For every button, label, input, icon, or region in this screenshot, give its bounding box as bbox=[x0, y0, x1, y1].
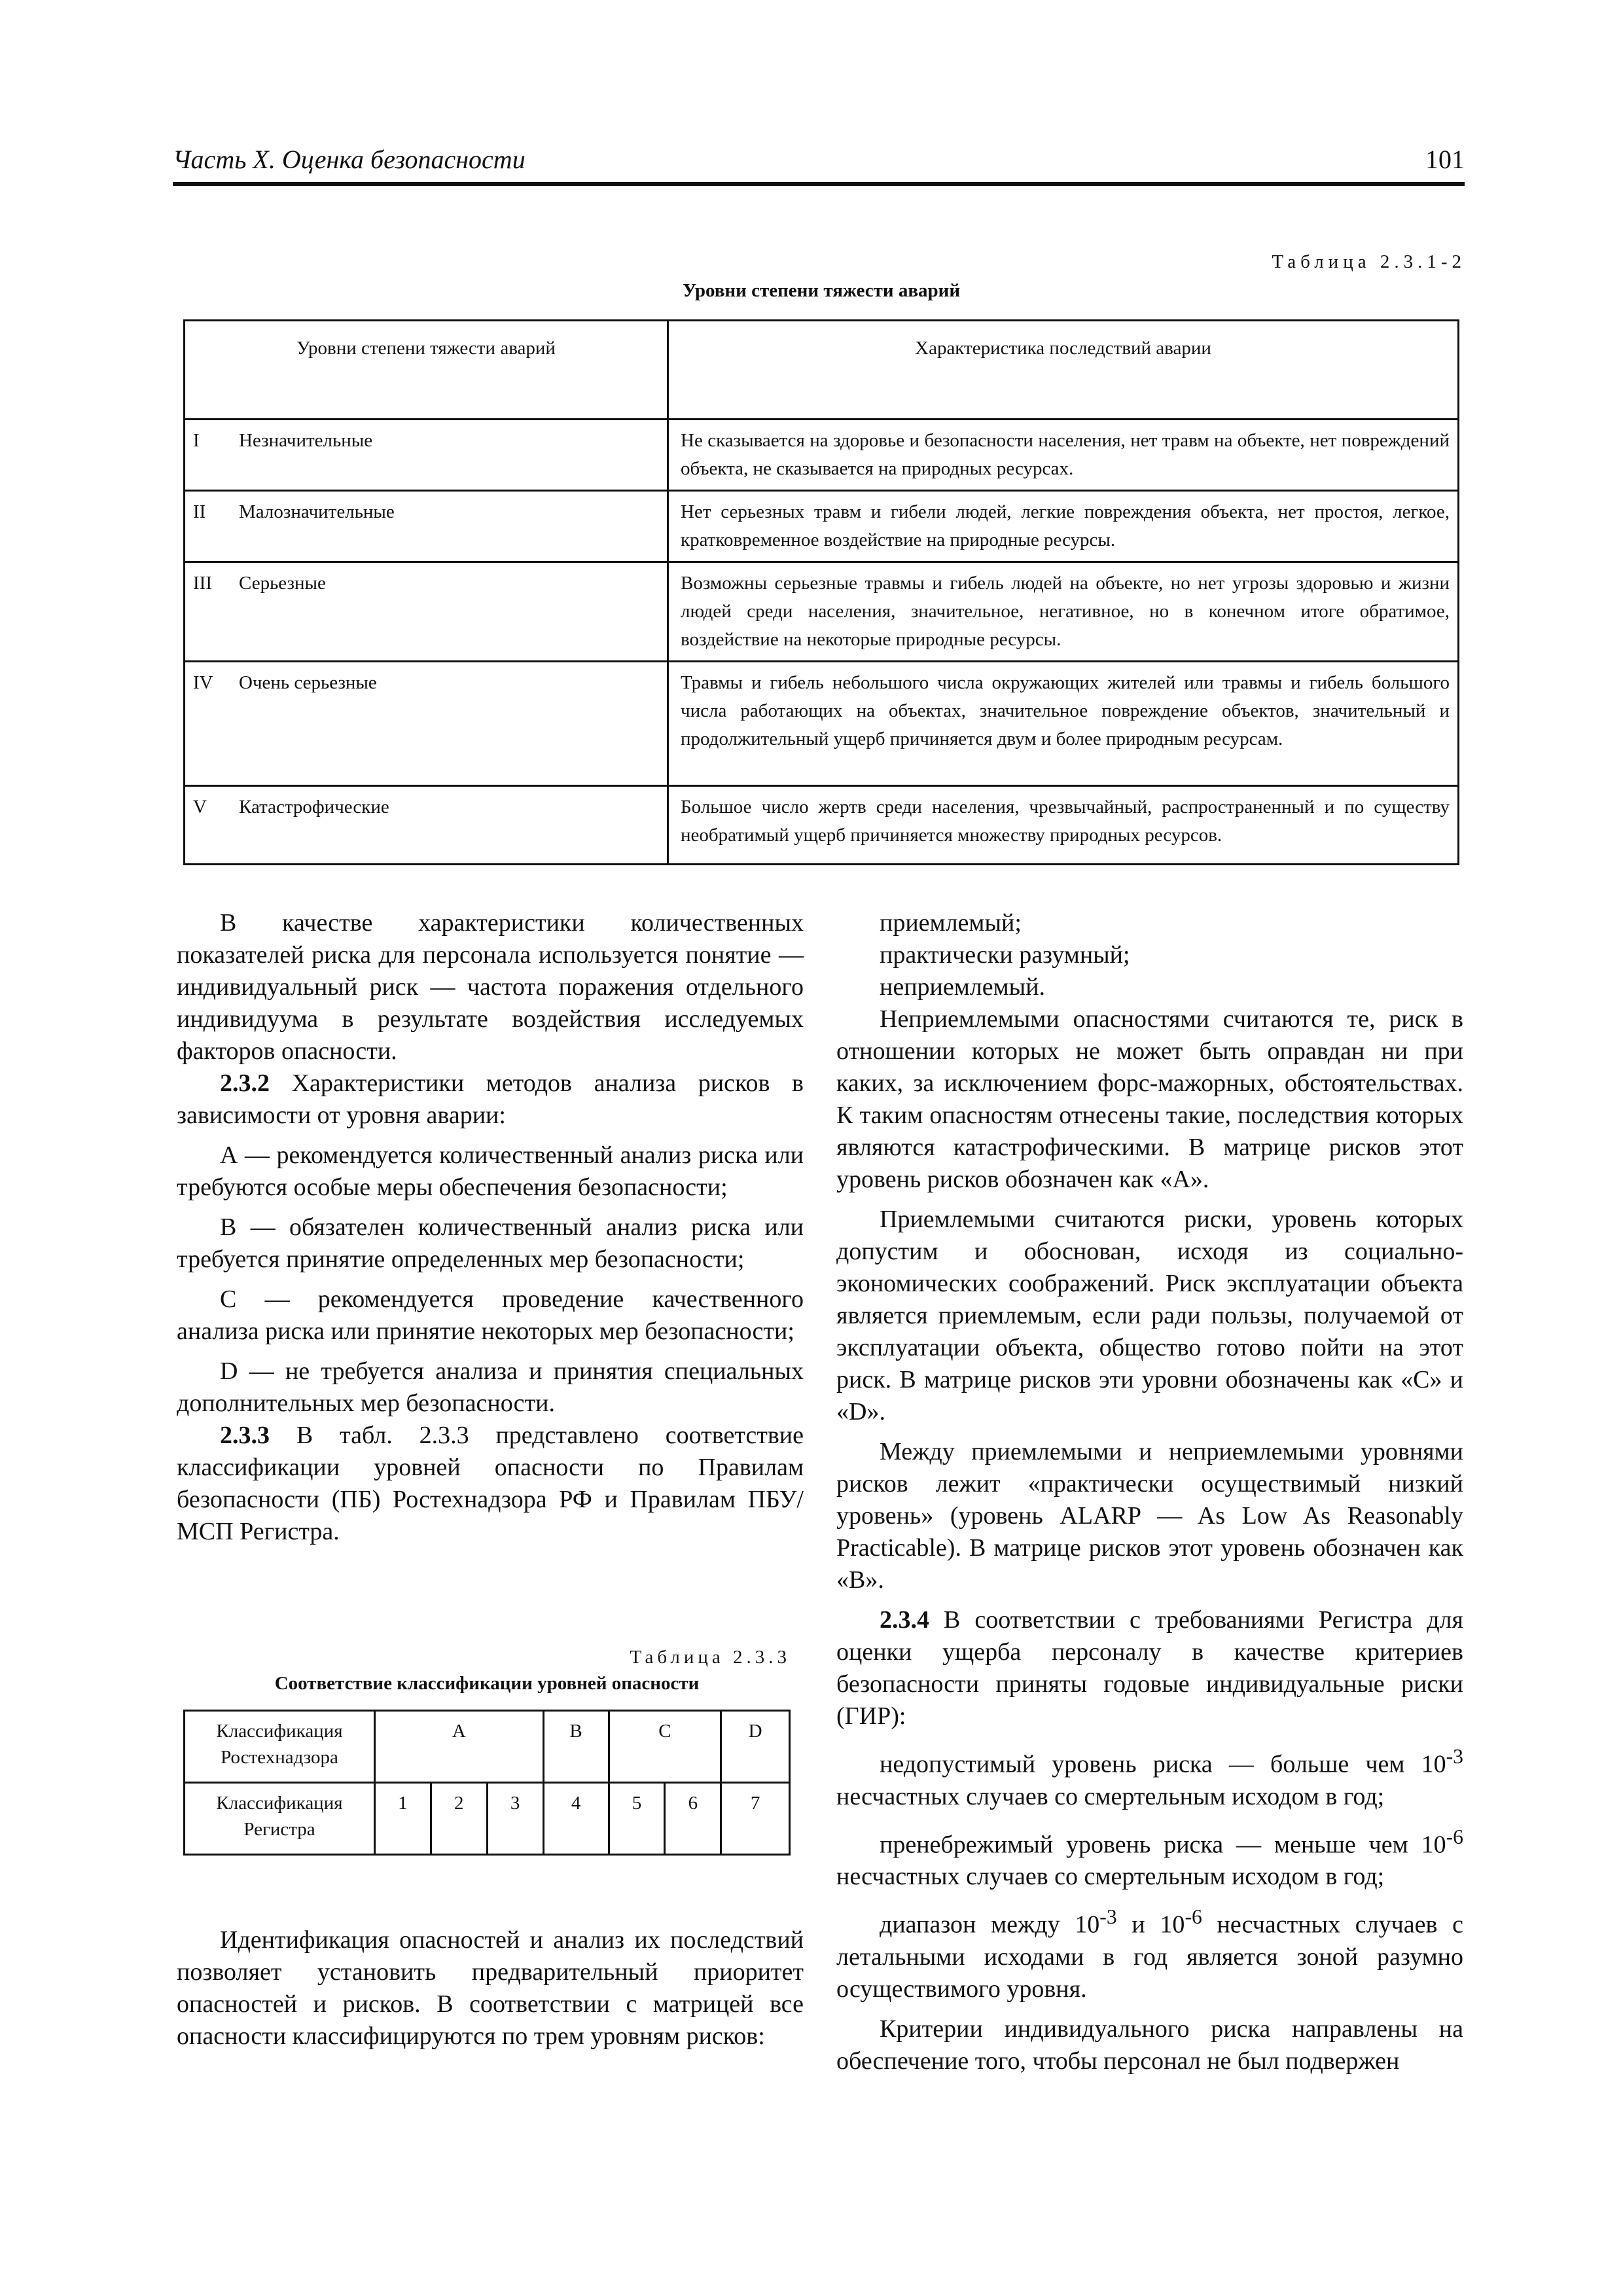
table-row bbox=[185, 1783, 790, 1855]
paragraph-text: В соответствии с требованиями Регистра для оценки ущерба персоналу в качестве критериев безопасности приняты годовые индивидуальные риски (ГИР): bbox=[836, 1606, 1463, 1730]
table-row bbox=[185, 786, 1459, 865]
table-cell: 2 bbox=[431, 1783, 487, 1855]
paragraph: Неприемлемыми опасностями считаются те, риск в отношении которых не может быть оправдан ни при каких, за исключением форс-мажорных, обстоятельствах. К таким опасностям отнесены такие, последствия которых являются катастрофическими. В матрице рисков этот уровень рисков обозначен как «А». bbox=[836, 1005, 1463, 1193]
column-header: Характеристика последствий аварии bbox=[668, 321, 1459, 420]
table1-title: Уровни степени тяжести аварий bbox=[682, 280, 961, 301]
list-item: практически разумный; bbox=[880, 941, 1130, 969]
criterion-text: диапазон между 10 bbox=[880, 1910, 1100, 1939]
criterion-text: несчастных случаев со смертельным исходом в год; bbox=[836, 1863, 1385, 1891]
paragraph-text: В табл. 2.3.3 представлено соответствие классификации уровней опасности по Правилам безопасности (ПБ) Ростехнадзора РФ и Правилам ПБУ/МСП Регистра. bbox=[177, 1422, 804, 1545]
paragraph bbox=[177, 1420, 804, 1548]
level-number: III bbox=[193, 573, 212, 594]
level-cell bbox=[185, 562, 668, 662]
severity-levels-table bbox=[183, 319, 1459, 865]
table-cell: 4 bbox=[543, 1783, 609, 1855]
paragraph: Идентификация опасностей и анализ их последствий позволяет установить предварительный приоритет опасностей и рисков. В соответствии с матрицей все опасности классифицируются по трем уровням рисков: bbox=[177, 1926, 804, 2050]
classification-table bbox=[183, 1710, 791, 1856]
level-cell bbox=[185, 491, 668, 562]
list-item: В — обязателен количественный анализ риска или требуется принятие определенных мер безопасности; bbox=[177, 1213, 804, 1273]
table-cell: A bbox=[375, 1711, 544, 1783]
table2-title: Соответствие классификации уровней опасности bbox=[274, 1673, 700, 1694]
level-description: Возможны серьезные травмы и гибель людей на объекте, но нет угрозы здоровью и жизни людей среди населения, значительное, негативное, но в конечном итоге обратимое, воздействие на некоторые природные ресурсы. bbox=[668, 562, 1459, 662]
criterion-item bbox=[836, 1901, 1463, 2005]
level-number: I bbox=[193, 430, 200, 451]
table-header-row bbox=[185, 321, 1459, 420]
right-column bbox=[836, 907, 1463, 2077]
criterion-text: и 10 bbox=[1116, 1910, 1185, 1939]
criterion-text: несчастных случаев со смертельным исходом в год; bbox=[836, 1782, 1385, 1810]
level-cell bbox=[185, 786, 668, 865]
list-item: приемлемый; bbox=[880, 909, 1022, 937]
paragraph: Критерии индивидуального риска направлены на обеспечение того, чтобы персонал не был подвержен bbox=[836, 2015, 1463, 2075]
table-row bbox=[185, 491, 1459, 562]
table-cell: 3 bbox=[487, 1783, 543, 1855]
level-name: Очень серьезные bbox=[239, 672, 377, 693]
table-cell: 6 bbox=[665, 1783, 721, 1855]
paragraph: Приемлемыми считаются риски, уровень которых допустим и обоснован, исходя из социально-экономических соображений. Риск эксплуатации объекта является приемлемым, если ради пользы, получаемой от эксплуатации объекта, общество готово пойти на этот риск. В матрице рисков эти уровни обозначены как «С» и «D». bbox=[836, 1206, 1463, 1426]
paragraph: В качестве характеристики количественных показателей риска для персонала используется понятие — индивидуальный риск — частота поражения отдельного индивидуума в результате воздействия исследуемых факторов опасности. bbox=[177, 909, 804, 1065]
paragraph-text: Характеристики методов анализа рисков в зависимости от уровня аварии: bbox=[177, 1069, 804, 1129]
left-column bbox=[177, 907, 804, 1548]
section-number: 2.3.4 bbox=[880, 1606, 929, 1634]
page-number: 101 bbox=[1425, 145, 1465, 174]
row-label: Классификация Регистра bbox=[185, 1783, 375, 1855]
exponent: -6 bbox=[1446, 1825, 1463, 1848]
exponent: -3 bbox=[1099, 1905, 1117, 1929]
paragraph: Между приемлемыми и неприемлемыми уровнями рисков лежит «практически осуществимый низкий уровень» (уровень ALARP — As Low As Reasonably Practicable). В матрице рисков этот уровень обозначен как «В». bbox=[836, 1438, 1463, 1594]
table-row bbox=[185, 1711, 790, 1783]
paragraph bbox=[177, 1067, 804, 1132]
criterion-text: пренебрежимый уровень риска — меньше чем 10 bbox=[880, 1831, 1446, 1859]
list-item: неприемлемый. bbox=[880, 973, 1046, 1001]
left-column-lower bbox=[177, 1924, 804, 2053]
level-description: Большое число жертв среди населения, чрезвычайный, распространенный и по существу необратимый ущерб причиняется множеству природных ресурсов. bbox=[668, 786, 1459, 865]
table2-caption: Таблица 2.3.3 bbox=[630, 1647, 791, 1668]
level-name: Серьезные bbox=[239, 573, 326, 594]
exponent: -3 bbox=[1446, 1745, 1463, 1768]
level-name: Малозначительные bbox=[239, 501, 395, 522]
level-description: Не сказывается на здоровье и безопасности населения, нет травм на объекте, нет повреждений объекта, не сказывается на природных ресурсах. bbox=[668, 420, 1459, 491]
table-cell: B bbox=[543, 1711, 609, 1783]
level-description: Нет серьезных травм и гибели людей, легкие повреждения объекта, нет простоя, легкое, кратковременное воздействие на природные ресурсы. bbox=[668, 491, 1459, 562]
table-cell: 7 bbox=[721, 1783, 790, 1855]
paragraph bbox=[836, 1604, 1463, 1732]
level-name: Катастрофические bbox=[239, 797, 389, 817]
level-number: IV bbox=[193, 672, 213, 693]
list-item: D — не требуется анализа и принятия специальных дополнительных мер безопасности. bbox=[177, 1357, 804, 1417]
table-row bbox=[185, 562, 1459, 662]
table-cell: C bbox=[609, 1711, 721, 1783]
level-cell bbox=[185, 662, 668, 786]
table-cell: 5 bbox=[609, 1783, 665, 1855]
level-description: Травмы и гибель небольшого числа окружающих жителей или травмы и гибель большого числа работающих на объектах, значительное повреждение объектов, значительный и продолжительный ущерб причиняется двум и более природным ресурсам. bbox=[668, 662, 1459, 786]
level-name: Незначительные bbox=[239, 430, 373, 451]
list-item: С — рекомендуется проведение качественного анализа риска или принятие некоторых мер безопасности; bbox=[177, 1285, 804, 1345]
column-header: Уровни степени тяжести аварий bbox=[185, 321, 668, 420]
table-cell: D bbox=[721, 1711, 790, 1783]
exponent: -6 bbox=[1185, 1905, 1202, 1929]
criterion-text: недопустимый уровень риска — больше чем 10 bbox=[880, 1750, 1446, 1778]
chapter-title: Часть X. Оценка безопасности bbox=[173, 145, 526, 174]
criterion-item bbox=[836, 1821, 1463, 1893]
level-number: V bbox=[193, 797, 207, 817]
level-cell bbox=[185, 420, 668, 491]
section-number: 2.3.3 bbox=[220, 1422, 270, 1449]
criterion-text: несчастных случаев с летальными исходами в год является зоной разумно осуществимого уровня. bbox=[836, 1910, 1463, 2003]
criterion-item bbox=[836, 1740, 1463, 1813]
row-label: Классификация Ростехнадзора bbox=[185, 1711, 375, 1783]
table-cell: 1 bbox=[375, 1783, 431, 1855]
running-head bbox=[173, 139, 1465, 186]
list-item: А — рекомендуется количественный анализ риска или требуются особые меры обеспечения безопасности; bbox=[177, 1141, 804, 1201]
table-row bbox=[185, 662, 1459, 786]
table1-caption: Таблица 2.3.1-2 bbox=[1272, 251, 1466, 272]
table-row bbox=[185, 420, 1459, 491]
level-number: II bbox=[193, 501, 206, 522]
section-number: 2.3.2 bbox=[220, 1069, 270, 1097]
